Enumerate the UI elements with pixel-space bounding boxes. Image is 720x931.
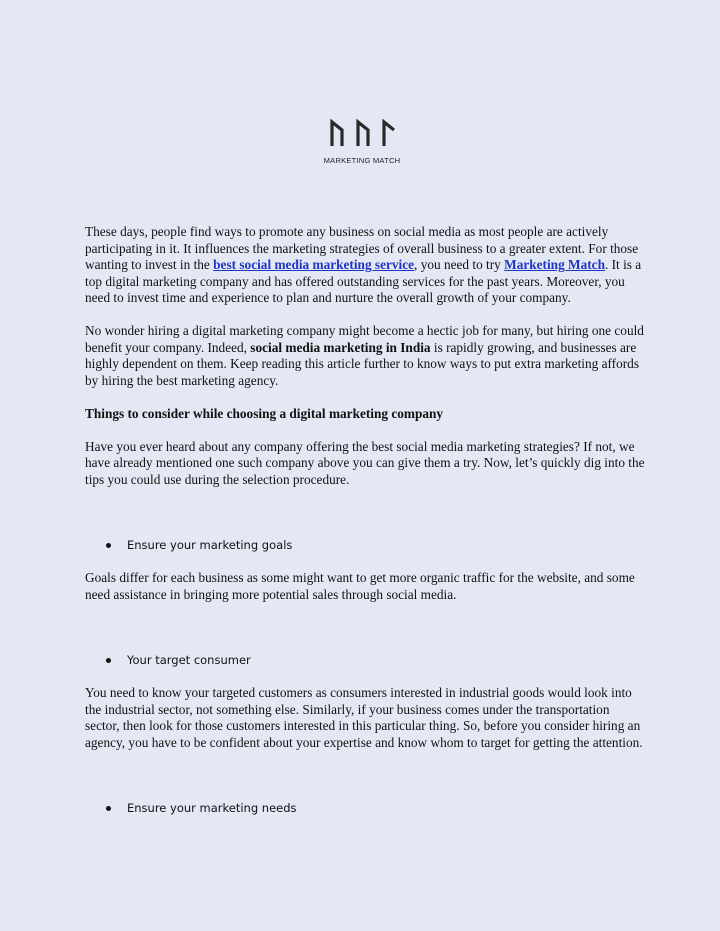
target-paragraph: You need to know your targeted customers as consumers interested in industrial goods would look into the industrial sector, not something else. Similarly, if your business comes under the transportation sector, then look for those customers interested in this particular thing. So, before you consider hiring an agency, you have to be confident about your expertise and know whom to target for getting the attention. (85, 685, 643, 750)
marketing-match-logo (312, 114, 412, 170)
bullet-dot-icon (106, 806, 111, 811)
intro-paragraph (85, 224, 645, 307)
bullet-dot-icon (106, 543, 111, 548)
section-heading: Things to consider while choosing a digital marketing company (85, 405, 444, 421)
intro-text-1: These days, people find ways to promote any business on social media as most people are actively participating in it. It influences the marketing strategies of overall business to a greater extent. For those wanting to invest in the (85, 224, 639, 272)
second-text-2: is rapidly growing, and businesses are highly dependent on them. Keep reading this article further to know ways to put extra marketing affords by hiring the best marketing agency. (85, 339, 640, 388)
logo-mark-icon (312, 114, 412, 154)
third-paragraph: Have you ever heard about any company offering the best social media marketing strategies? If not, we have already mentioned one such company above you can give them a try. Now, let’s quickly dig into the tips you could use during the selection procedure. (85, 438, 645, 487)
intro-text-3: . It is a top digital marketing company and has offered outstanding services for the past years. Moreover, you need to invest time and experience to plan and nurture the overall growth of your company. (85, 257, 642, 305)
bullet-label: Your target consumer (127, 653, 251, 667)
article-body (85, 224, 645, 832)
bullet-label: Ensure your marketing goals (127, 538, 293, 552)
goals-paragraph: Goals differ for each business as some might want to get more organic traffic for the website, and some need assistance in bringing more potential sales through social media. (85, 570, 635, 602)
second-text-1: No wonder hiring a digital marketing company might become a hectic job for many, but hiring one could benefit your company. Indeed, (85, 323, 644, 355)
second-paragraph (85, 323, 645, 389)
logo-wordmark: MARKETING MATCH (323, 156, 401, 165)
bullet-item-target-consumer (85, 653, 645, 667)
bullet-item-marketing-needs (85, 801, 645, 815)
bullet-dot-icon (106, 658, 111, 663)
second-text-bold: social media marketing in India (250, 339, 431, 355)
link-marketing-match[interactable]: Marketing Match (504, 257, 605, 272)
bullet-item-goals (85, 538, 645, 552)
link-best-social-media-marketing-service[interactable]: best social media marketing service (213, 257, 415, 272)
bullet-label: Ensure your marketing needs (127, 801, 297, 815)
intro-text-2: , you need to try (414, 257, 505, 272)
